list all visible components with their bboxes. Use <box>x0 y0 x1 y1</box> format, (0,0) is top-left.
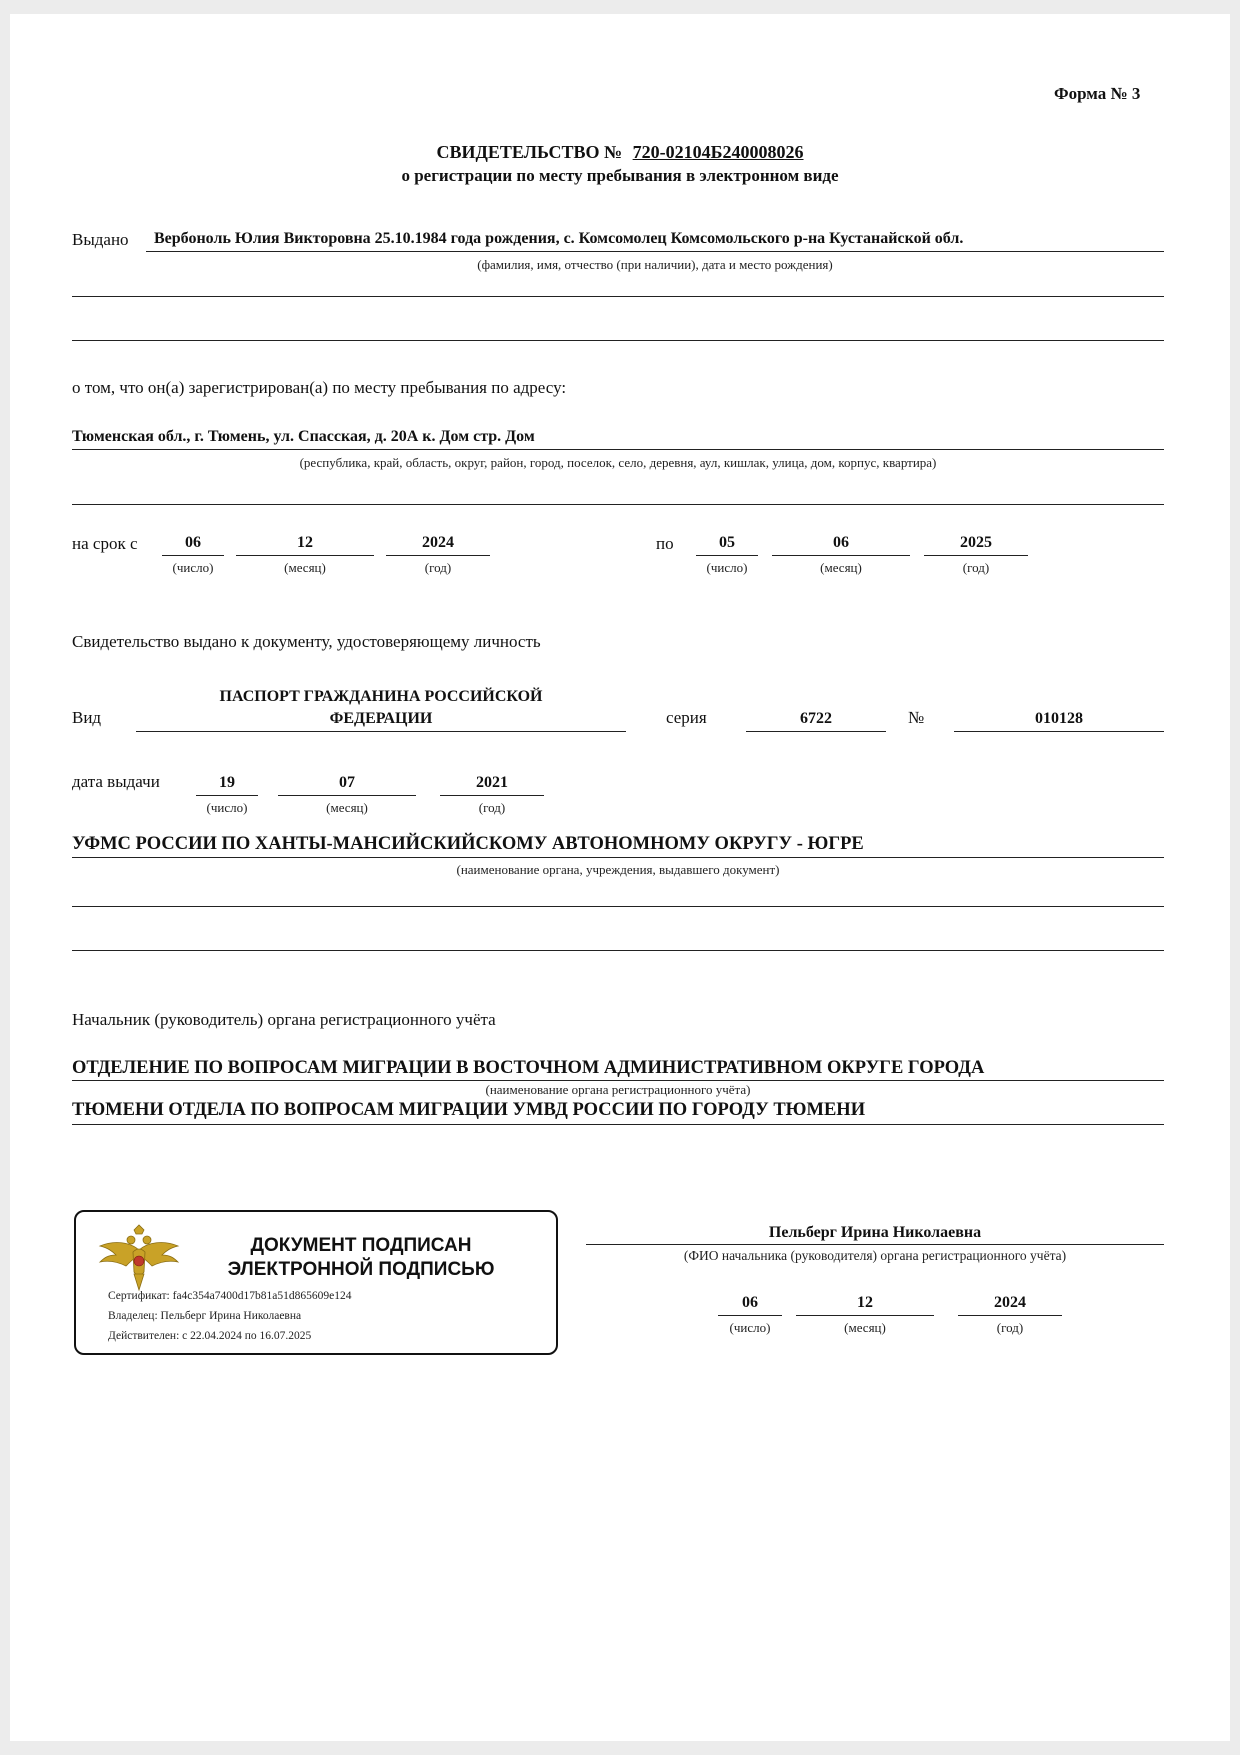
underline <box>924 555 1028 556</box>
caption-month: (месяц) <box>844 1320 886 1335</box>
certificate-title <box>10 142 1230 163</box>
term-from-month: 12 <box>297 534 313 551</box>
underline <box>72 1124 1164 1125</box>
underline <box>696 555 758 556</box>
underline <box>958 1315 1062 1316</box>
issue-date-label: дата выдачи <box>72 772 160 791</box>
signer-date-day: 06 <box>742 1294 758 1311</box>
issued-to-underline <box>146 251 1164 252</box>
authority-line1: ОТДЕЛЕНИЕ ПО ВОПРОСАМ МИГРАЦИИ В ВОСТОЧНОМ АДМИНИСТРАТИВНОМ ОКРУГЕ ГОРОДА <box>72 1058 985 1078</box>
underline <box>440 795 544 796</box>
caption-day: (число) <box>206 800 248 815</box>
certificate-number: 720-02104Б240008026 <box>632 142 804 162</box>
document-kind-line2: ФЕДЕРАЦИИ <box>329 710 433 727</box>
stamp-valid: Действителен: с 22.04.2024 по 16.07.2025 <box>108 1330 312 1342</box>
document-kind-line1: ПАСПОРТ ГРАЖДАНИНА РОССИЙСКОЙ <box>219 688 543 705</box>
stamp-title-line2: ЭЛЕКТРОННОЙ ПОДПИСЬЮ <box>227 1259 495 1280</box>
stamp-title-line1: ДОКУМЕНТ ПОДПИСАН <box>250 1235 472 1256</box>
underline <box>236 555 374 556</box>
authority-intro: Начальник (руководитель) органа регистрационного учёта <box>72 1010 496 1029</box>
signer-name: Пельберг Ирина Николаевна <box>768 1224 982 1241</box>
term-from-label: на срок с <box>72 534 138 553</box>
issued-to-value: Вербоноль Юлия Викторовна 25.10.1984 года рождения, с. Комсомолец Комсомольского р-на Кустанайской обл. <box>154 230 964 247</box>
caption-day: (число) <box>729 1320 771 1335</box>
caption-year: (год) <box>478 800 506 815</box>
issued-to-label: Выдано <box>72 230 129 249</box>
underline <box>162 555 224 556</box>
document-kind-label: Вид <box>72 708 102 727</box>
document-series: 6722 <box>800 710 832 727</box>
underline <box>278 795 416 796</box>
blank-line <box>72 906 1164 907</box>
issued-to-caption: (фамилия, имя, отчество (при наличии), дата и место рождения) <box>477 257 833 272</box>
document-issuer: УФМС РОССИИ ПО ХАНТЫ-МАНСИЙСКИЙСКОМУ АВТОНОМНОМУ ОКРУГУ - ЮГРЕ <box>72 834 864 854</box>
signer-date-year: 2024 <box>994 1294 1026 1311</box>
term-to-day: 05 <box>719 534 735 551</box>
term-to-label: по <box>656 534 674 553</box>
issue-day: 19 <box>219 774 235 791</box>
document-series-label: серия <box>666 708 707 727</box>
authority-caption: (наименование органа регистрационного учёта) <box>485 1082 751 1097</box>
address-intro: о том, что он(а) зарегистрирован(а) по месту пребывания по адресу: <box>72 378 567 397</box>
document-number: 010128 <box>1035 710 1083 727</box>
underline <box>196 795 258 796</box>
address-underline <box>72 449 1164 450</box>
double-headed-eagle-emblem-icon <box>96 1224 182 1294</box>
stamp-owner: Владелец: Пельберг Ирина Николаевна <box>108 1310 302 1322</box>
caption-day: (число) <box>706 560 748 575</box>
issue-year: 2021 <box>476 774 508 791</box>
underline <box>718 1315 782 1316</box>
caption-month: (месяц) <box>326 800 368 815</box>
underline <box>772 555 910 556</box>
document-page <box>10 14 1230 1741</box>
stamp-certificate: Сертификат: fa4c354a7400d17b81a51d865609e124 <box>108 1290 352 1302</box>
signer-date-month: 12 <box>857 1294 873 1311</box>
blank-line <box>72 340 1164 341</box>
underline <box>796 1315 934 1316</box>
document-intro: Свидетельство выдано к документу, удостоверяющему личность <box>72 632 541 651</box>
caption-month: (месяц) <box>284 560 326 575</box>
signer-caption: (ФИО начальника (руководителя) органа регистрационного учёта) <box>683 1248 1067 1263</box>
authority-line2: ТЮМЕНИ ОТДЕЛА ПО ВОПРОСАМ МИГРАЦИИ УМВД РОССИИ ПО ГОРОДУ ТЮМЕНИ <box>72 1100 866 1120</box>
document-issuer-caption: (наименование органа, учреждения, выдавшего документ) <box>456 862 780 877</box>
blank-line <box>72 950 1164 951</box>
address-caption: (республика, край, область, округ, район, город, поселок, село, деревня, аул, кишлак, улица, дом, корпус, квартира) <box>299 455 937 470</box>
address-value: Тюменская обл., г. Тюмень, ул. Спасская, д. 20А к. Дом стр. Дом <box>72 428 535 445</box>
underline <box>746 731 886 732</box>
caption-year: (год) <box>996 1320 1024 1335</box>
underline <box>72 1080 1164 1081</box>
stamp-title <box>196 1234 526 1282</box>
term-to-year: 2025 <box>960 534 992 551</box>
term-to-month: 06 <box>833 534 849 551</box>
electronic-signature-stamp <box>74 1210 558 1355</box>
form-number: Форма № 3 <box>1054 84 1141 103</box>
issue-month: 07 <box>339 774 355 791</box>
underline <box>386 555 490 556</box>
underline <box>586 1244 1164 1245</box>
underline <box>954 731 1164 732</box>
term-from-day: 06 <box>185 534 201 551</box>
caption-day: (число) <box>172 560 214 575</box>
certificate-subtitle: о регистрации по месту пребывания в электронном виде <box>401 166 839 185</box>
underline <box>72 857 1164 858</box>
document-number-label: № <box>908 708 925 727</box>
caption-year: (год) <box>962 560 990 575</box>
caption-year: (год) <box>424 560 452 575</box>
blank-line <box>72 296 1164 297</box>
term-from-year: 2024 <box>422 534 454 551</box>
underline <box>136 731 626 732</box>
certificate-title-prefix: СВИДЕТЕЛЬСТВО № <box>436 142 623 162</box>
blank-line <box>72 504 1164 505</box>
caption-month: (месяц) <box>820 560 862 575</box>
